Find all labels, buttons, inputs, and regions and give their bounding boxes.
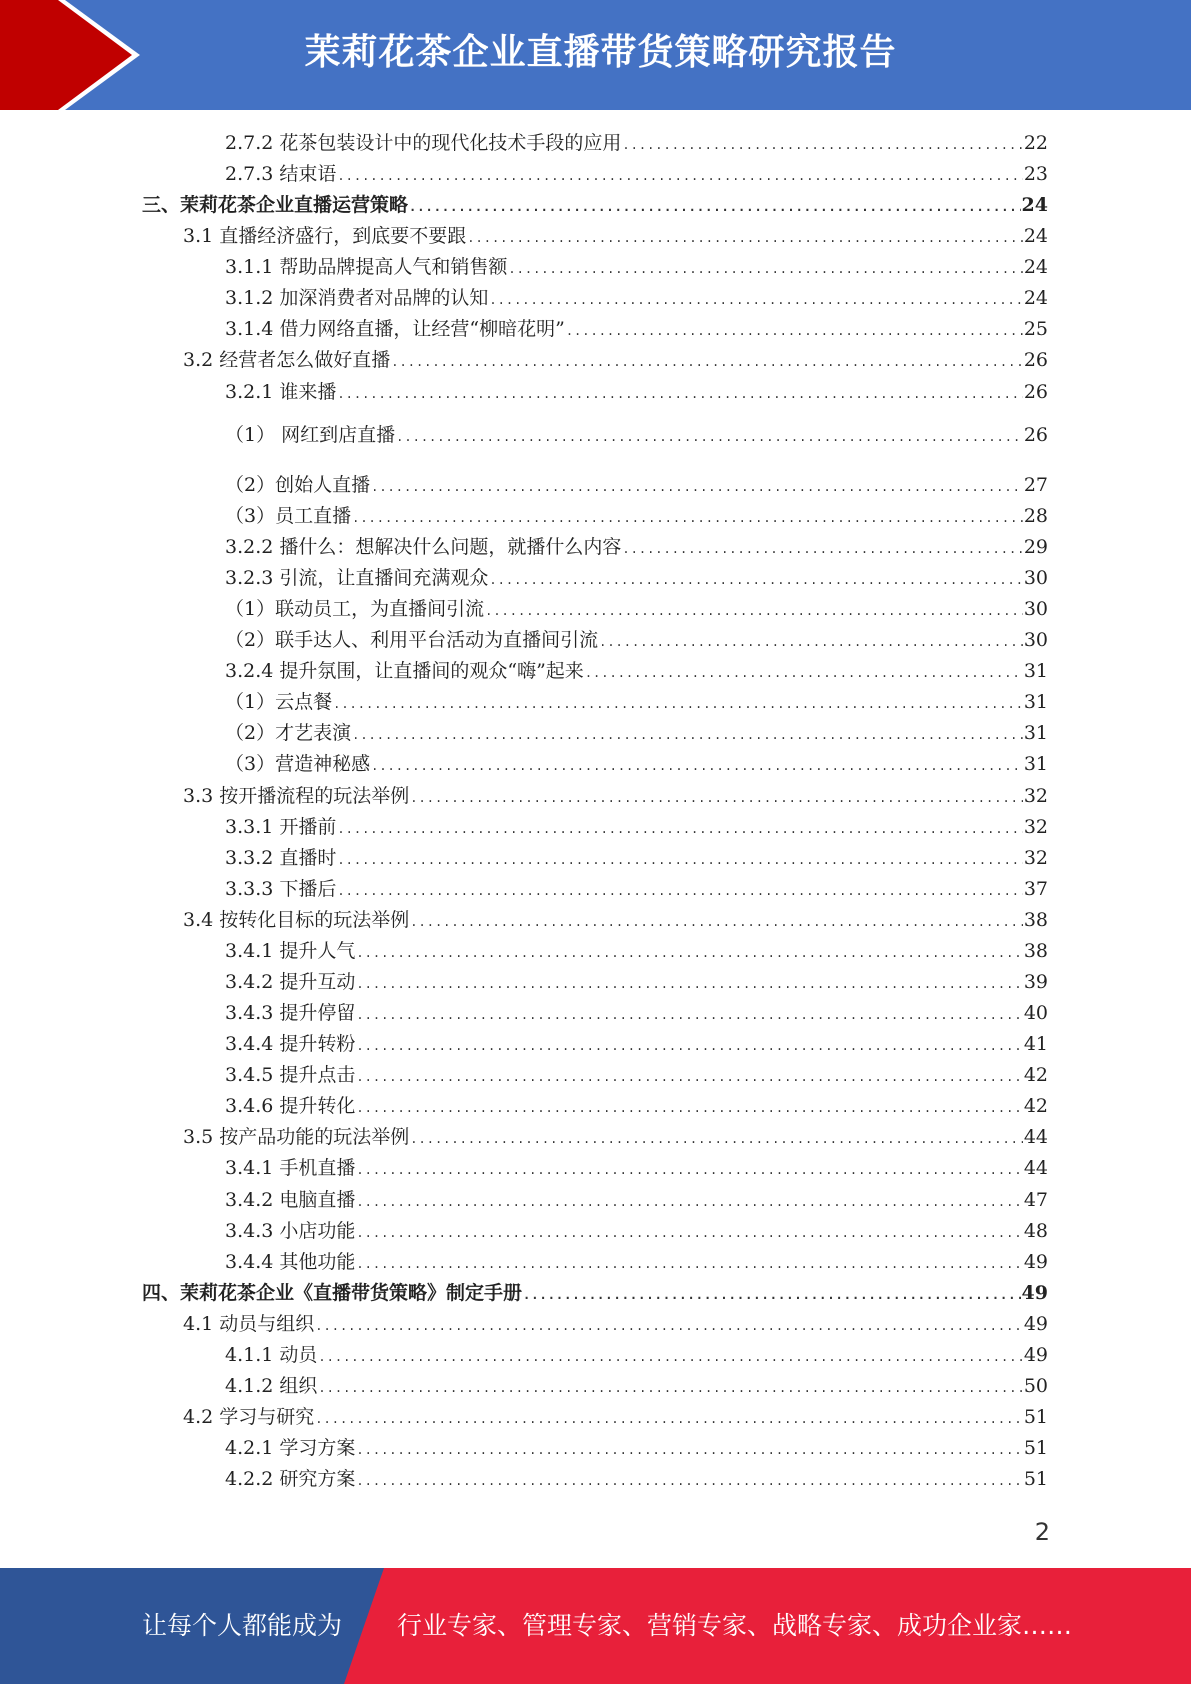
toc-entry[interactable] [225,283,1048,313]
toc-entry[interactable] [183,1309,1048,1339]
toc-entry[interactable] [142,190,1048,220]
toc-entry-label: 3.4.5 提升点击 [225,1064,356,1086]
toc-entry-label: 3.4.4 提升转粉 [225,1033,356,1055]
toc-entry-label: 4.2.2 研究方案 [225,1468,356,1490]
toc-entry[interactable] [225,1185,1048,1215]
toc-entry[interactable] [225,252,1048,282]
toc-entry-page: 31 [1023,753,1048,775]
toc-entry-label: 3.3.2 直播时 [225,847,337,869]
toc-entry[interactable] [225,936,1048,966]
toc-entry[interactable] [225,998,1048,1028]
toc-entry-page: 31 [1023,691,1048,713]
toc-entry-page: 24 [1021,194,1048,216]
toc-entry-label: 3.3.1 开播前 [225,816,337,838]
toc-entry[interactable] [225,812,1048,842]
toc-entry[interactable] [225,159,1048,189]
toc-dot-leader [371,472,1023,502]
toc-entry[interactable] [225,967,1048,997]
toc-entry-page: 37 [1023,878,1048,900]
toc-entry-page: 44 [1023,1126,1048,1148]
toc-entry-label: （3）员工直播 [225,505,352,527]
footer-slogan-left: 让每个人都能成为 [142,1611,343,1640]
toc-entry[interactable] [183,781,1048,811]
toc-entry-page: 51 [1023,1468,1048,1490]
toc-entry-page: 32 [1023,847,1048,869]
toc-entry-label: 3.2 经营者怎么做好直播 [183,349,391,371]
toc-entry-label: 3.2.3 引流，让直播间充满观众 [225,567,489,589]
toc-entry-page: 50 [1023,1375,1048,1397]
toc-entry-page: 26 [1023,381,1048,403]
toc-dot-leader [315,1404,1023,1434]
document-title: 茉莉花茶企业直播带货策略研究报告 [304,32,897,73]
toc-entry-label: 3.1.1 帮助品牌提高人气和销售额 [225,256,508,278]
toc-dot-leader [523,1280,1021,1310]
toc-entry-label: 三、茉莉花茶企业直播运营策略 [142,194,409,216]
toc-entry-page: 42 [1023,1064,1048,1086]
toc-entry-label: 3.4.1 手机直播 [225,1157,356,1179]
toc-entry-label: （1） 网红到店直播 [225,424,396,446]
toc-entry[interactable] [225,687,1048,717]
toc-entry-label: 3.2.1 谁来播 [225,381,337,403]
toc-entry-page: 38 [1023,940,1048,962]
toc-entry-page: 30 [1023,629,1048,651]
toc-dot-leader [599,627,1023,657]
toc-entry[interactable] [183,1402,1048,1432]
toc-dot-leader [318,1373,1022,1403]
toc-entry-label: 2.7.2 花茶包装设计中的现代化技术手段的应用 [225,132,622,154]
toc-dot-leader [315,1311,1023,1341]
toc-entry[interactable] [225,1029,1048,1059]
toc-entry-label: （3）营造神秘感 [225,753,371,775]
toc-entry-page: 49 [1023,1251,1048,1273]
toc-entry[interactable] [225,314,1048,344]
toc-dot-leader [485,596,1023,626]
toc-entry[interactable] [225,1060,1048,1090]
toc-entry-label: （2）联手达人、利用平台活动为直播间引流 [225,629,599,651]
toc-entry-label: 四、茉莉花茶企业《直播带货策略》制定手册 [142,1282,523,1304]
toc-entry[interactable] [225,1247,1048,1277]
toc-entry[interactable] [183,905,1048,935]
toc-entry-page: 32 [1023,816,1048,838]
toc-dot-leader [396,422,1023,452]
toc-dot-leader [356,1093,1022,1123]
toc-entry-page: 22 [1023,132,1048,154]
toc-entry-page: 49 [1023,1313,1048,1335]
toc-entry[interactable] [225,1153,1048,1183]
toc-dot-leader [356,938,1022,968]
toc-entry[interactable] [225,718,1048,748]
toc-entry[interactable] [225,420,1048,450]
toc-dot-leader [371,751,1023,781]
toc-entry-label: 3.4.4 其他功能 [225,1251,356,1273]
toc-entry-page: 26 [1023,424,1048,446]
toc-dot-leader [337,379,1022,409]
toc-entry-page: 32 [1023,785,1048,807]
toc-entry-page: 30 [1023,598,1048,620]
toc-entry[interactable] [225,1340,1048,1370]
toc-dot-leader [337,876,1022,906]
toc-dot-leader [356,1187,1022,1217]
toc-dot-leader [489,285,1022,315]
toc-entry-label: 4.2.1 学习方案 [225,1437,356,1459]
toc-entry-page: 31 [1023,660,1048,682]
toc-entry-page: 40 [1023,1002,1048,1024]
toc-entry-page: 47 [1023,1189,1048,1211]
toc-entry-label: （2）创始人直播 [225,474,371,496]
footer-slogan-right: 行业专家、管理专家、营销专家、战略专家、成功企业家…… [397,1611,1073,1640]
toc-dot-leader [356,1249,1022,1279]
toc-entry-label: 3.1.4 借力网络直播，让经营“柳暗花明” [225,318,565,340]
toc-entry-page: 24 [1023,256,1048,278]
toc-entry-label: 4.2 学习与研究 [183,1406,315,1428]
toc-dot-leader [467,223,1023,253]
toc-entry-page: 26 [1023,349,1048,371]
toc-entry-label: 2.7.3 结束语 [225,163,337,185]
toc-entry[interactable] [142,1278,1048,1308]
toc-entry-label: 3.3.3 下播后 [225,878,337,900]
toc-entry[interactable] [225,1216,1048,1246]
toc-entry[interactable] [225,843,1048,873]
toc-entry-page: 31 [1023,722,1048,744]
toc-entry-label: 3.4.6 提升转化 [225,1095,356,1117]
toc-entry-page: 48 [1023,1220,1048,1242]
toc-entry-label: 4.1 动员与组织 [183,1313,315,1335]
toc-entry-page: 29 [1023,536,1048,558]
toc-dot-leader [356,969,1022,999]
toc-dot-leader [352,720,1023,750]
toc-dot-leader [410,783,1023,813]
toc-entry-page: 42 [1023,1095,1048,1117]
toc-entry[interactable] [225,532,1048,562]
toc-entry-label: （2）才艺表演 [225,722,352,744]
toc-dot-leader [391,347,1023,377]
toc-entry[interactable] [225,874,1048,904]
toc-entry[interactable] [225,563,1048,593]
toc-dot-leader [356,1435,1022,1465]
toc-dot-leader [410,907,1023,937]
toc-dot-leader [318,1342,1022,1372]
toc-entry-page: 24 [1023,287,1048,309]
toc-entry-page: 49 [1021,1282,1048,1304]
toc-entry[interactable] [225,656,1048,686]
toc-dot-leader [356,1218,1022,1248]
toc-entry-label: 3.3 按开播流程的玩法举例 [183,785,410,807]
toc-dot-leader [356,1155,1022,1185]
toc-dot-leader [489,565,1022,595]
toc-dot-leader [337,161,1022,191]
toc-entry-label: 3.4.1 提升人气 [225,940,356,962]
toc-entry-page: 51 [1023,1406,1048,1428]
toc-dot-leader [585,658,1023,688]
toc-entry-page: 30 [1023,567,1048,589]
toc-entry-label: （1）联动员工，为直播间引流 [225,598,485,620]
toc-dot-leader [352,503,1023,533]
toc-entry-label: 3.4.2 电脑直播 [225,1189,356,1211]
toc-entry[interactable] [183,345,1048,375]
toc-entry-label: 4.1.1 动员 [225,1344,318,1366]
toc-entry-page: 27 [1023,474,1048,496]
toc-dot-leader [356,1000,1022,1030]
toc-dot-leader [622,534,1022,564]
toc-entry-label: 3.5 按产品功能的玩法举例 [183,1126,410,1148]
toc-entry-page: 44 [1023,1157,1048,1179]
toc-entry-page: 51 [1023,1437,1048,1459]
toc-dot-leader [356,1031,1022,1061]
toc-dot-leader [337,845,1022,875]
page-number: 2 [1034,1518,1050,1546]
toc-dot-leader [409,192,1021,222]
footer-band [0,1568,1191,1684]
toc-entry-label: 4.1.2 组织 [225,1375,318,1397]
toc-entry-label: 3.4.2 提升互动 [225,971,356,993]
toc-entry[interactable] [225,1371,1048,1401]
toc-dot-leader [508,254,1022,284]
toc-entry[interactable] [225,1464,1048,1494]
toc-entry[interactable] [225,1091,1048,1121]
toc-entry[interactable] [225,625,1048,655]
toc-entry-label: （1）云点餐 [225,691,333,713]
toc-entry[interactable] [225,1433,1048,1463]
toc-entry[interactable] [225,128,1048,158]
toc-entry[interactable] [183,1122,1048,1152]
toc-entry-page: 38 [1023,909,1048,931]
toc-entry[interactable] [225,470,1048,500]
toc-dot-leader [356,1062,1022,1092]
toc-dot-leader [566,316,1023,346]
toc-dot-leader [356,1466,1022,1496]
toc-entry[interactable] [183,221,1048,251]
toc-entry-page: 25 [1023,318,1048,340]
toc-entry-page: 28 [1023,505,1048,527]
toc-entry-page: 23 [1023,163,1048,185]
toc-entry-label: 3.1 直播经济盛行，到底要不要跟 [183,225,467,247]
toc-entry[interactable] [225,594,1048,624]
header-band [0,0,1191,110]
toc-entry[interactable] [225,501,1048,531]
toc-entry-page: 41 [1023,1033,1048,1055]
toc-entry-page: 24 [1023,225,1048,247]
toc-entry-label: 3.4.3 小店功能 [225,1220,356,1242]
toc-entry-label: 3.2.2 播什么：想解决什么问题，就播什么内容 [225,536,622,558]
toc-dot-leader [410,1124,1023,1154]
toc-entry-label: 3.4 按转化目标的玩法举例 [183,909,410,931]
toc-entry[interactable] [225,377,1048,407]
toc-entry[interactable] [225,749,1048,779]
toc-dot-leader [333,689,1023,719]
toc-entry-page: 39 [1023,971,1048,993]
toc-entry-label: 3.4.3 提升停留 [225,1002,356,1024]
toc-dot-leader [337,814,1022,844]
toc-entry-label: 3.1.2 加深消费者对品牌的认知 [225,287,489,309]
toc-entry-page: 49 [1023,1344,1048,1366]
toc-dot-leader [622,130,1022,160]
toc-entry-label: 3.2.4 提升氛围，让直播间的观众“嗨”起来 [225,660,584,682]
